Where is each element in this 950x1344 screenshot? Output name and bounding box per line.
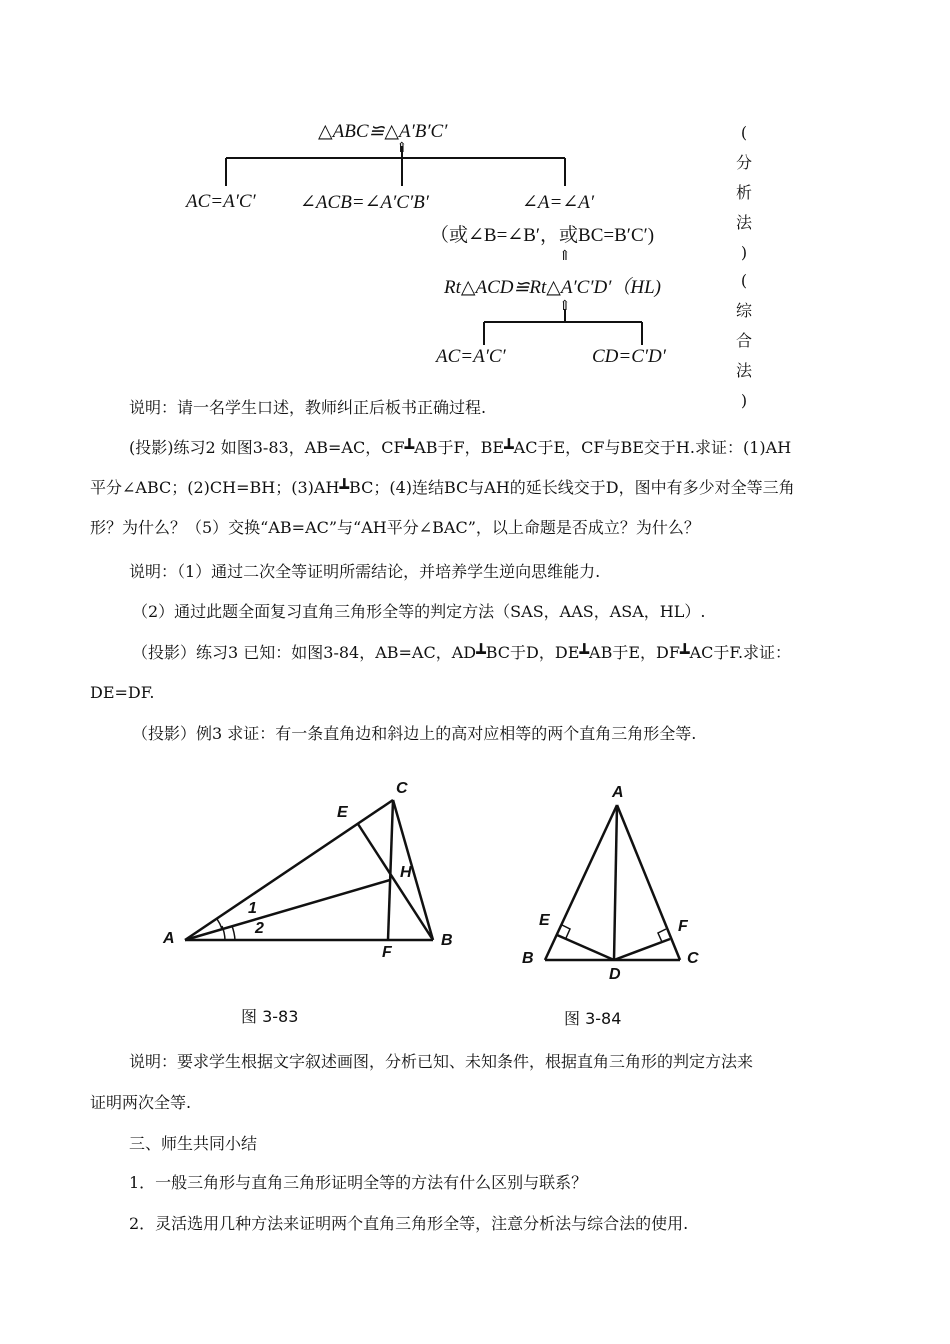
fig84-label-b: B — [522, 950, 534, 967]
paragraph-note-1: 说明：请一名学生口述，教师纠正后板书正确过程. — [129, 398, 487, 417]
paragraph-exercise-2-line-2: 平分∠ABC；(2)CH=BH；(3)AH┻BC；(4)连结BC与AH的延长线交于D，图中有多少对全等三角 — [90, 478, 795, 497]
fig83-angle-2: 2 — [255, 920, 264, 937]
flowchart-leaf-1: AC=A′C′ — [186, 191, 256, 212]
paragraph-note-4-line-1: 说明：要求学生根据文字叙述画图，分析已知、未知条件，根据直角三角形的判定方法来 — [129, 1052, 754, 1071]
paragraph-note-3: （2）通过此题全面复习直角三角形全等的判定方法（SAS，AAS，ASA，HL）. — [132, 602, 706, 621]
paragraph-note-4-line-2: 证明两次全等. — [90, 1093, 192, 1112]
paragraph-exercise-3-line-1: （投影）练习3 已知：如图3-84，AB=AC，AD┻BC于D，DE┻AB于E，DF┻AC于F.求证： — [132, 643, 792, 662]
fig84-label-d: D — [609, 966, 621, 983]
fig84-label-a: A — [612, 784, 624, 801]
flowchart-top: △ABC≌△A′B′C′ — [318, 121, 448, 142]
paragraph-example-3: （投影）例3 求证：有一条直角边和斜边上的高对应相等的两个直角三角形全等. — [132, 724, 697, 743]
paragraph-exercise-2-line-1: (投影)练习2 如图3-83，AB=AC，CF┻AB于F，BE┻AC于E，CF与BE交于H.求证：(1)AH — [129, 438, 792, 457]
paragraph-exercise-2-line-3: 形？为什么？（5）交换“AB=AC”与“AH平分∠BAC”，以上命题是否成立？为什么？ — [90, 518, 700, 537]
arrow-up-icon: ⇑ — [396, 140, 408, 156]
fig83-label-c: C — [396, 780, 408, 797]
fig83-label-h: H — [400, 864, 412, 881]
side-label-analysis: ( 分 析 法 ) — [735, 123, 752, 262]
flowchart-bottom-1: AC=A′C′ — [436, 346, 506, 367]
flowchart-leaf-3-alt: （或∠B=∠B′，或BC=B′C′) — [430, 225, 655, 246]
fig84-label-f: F — [678, 918, 688, 935]
fig83-label-f: F — [382, 944, 392, 961]
arrow-up-icon: ⇑ — [559, 298, 571, 314]
fig83-angle-1: 1 — [248, 900, 257, 917]
fig84-caption: 图 3-84 — [564, 1009, 622, 1028]
fig84-label-e: E — [539, 912, 550, 929]
summary-item-1: 1．一般三角形与直角三角形证明全等的方法有什么区别与联系？ — [129, 1173, 588, 1192]
flowchart-leaf-2: ∠ACB=∠A′C′B′ — [300, 192, 429, 213]
flowchart-rt: Rt△ACD≌Rt△A′C′D′（HL) — [444, 277, 661, 298]
paragraph-note-2: 说明：（1）通过二次全等证明所需结论，并培养学生逆向思维能力. — [129, 562, 601, 581]
section-heading-summary: 三、师生共同小结 — [129, 1134, 258, 1153]
summary-item-2: 2．灵活选用几种方法来证明两个直角三角形全等，注意分析法与综合法的使用. — [129, 1214, 689, 1233]
paragraph-exercise-3-line-2: DE=DF. — [90, 683, 155, 702]
flowchart-leaf-3: ∠A=∠A′ — [522, 192, 595, 213]
flowchart-bottom-2: CD=C′D′ — [592, 346, 666, 367]
fig83-caption: 图 3-83 — [241, 1007, 299, 1026]
arrow-up-icon: ⇑ — [559, 248, 571, 264]
fig83-label-a: A — [163, 930, 175, 947]
side-label-synthesis: ( 综 合 法 ) — [735, 271, 752, 410]
fig83-label-b: B — [441, 932, 453, 949]
fig83-label-e: E — [337, 804, 348, 821]
fig84-label-c: C — [687, 950, 699, 967]
